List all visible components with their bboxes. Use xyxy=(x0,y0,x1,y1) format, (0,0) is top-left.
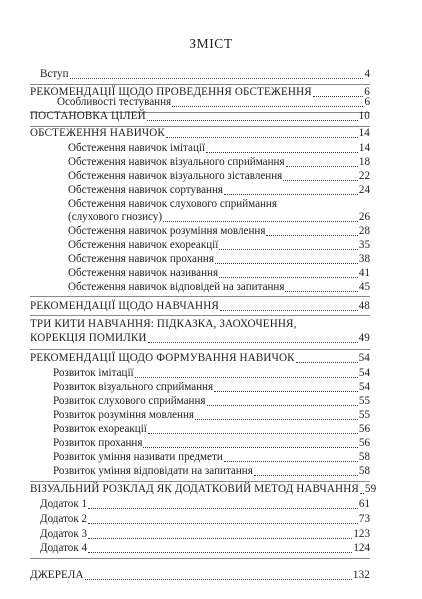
dot-leader xyxy=(214,391,358,392)
toc-entry-label: Обстеження навичок слухового сприймання xyxy=(68,198,277,210)
toc-entry-label: Обстеження навичок візуального зіставлення xyxy=(68,170,283,182)
toc-entry-page: 14 xyxy=(358,142,370,154)
toc-entry xyxy=(53,423,370,436)
toc-entry-label: Особливості тестування xyxy=(57,96,172,108)
toc-entry-label: Додаток 4 xyxy=(40,542,88,554)
toc-entry-page: 22 xyxy=(358,170,370,182)
toc-entry-label: Додаток 1 xyxy=(40,498,88,510)
dot-leader xyxy=(206,152,358,153)
toc-entry xyxy=(30,332,370,345)
toc-entry xyxy=(68,225,370,238)
toc-entry-page: 6 xyxy=(364,86,370,98)
dot-leader xyxy=(219,249,358,250)
toc-entry xyxy=(57,96,370,109)
toc-entry-page: 14 xyxy=(358,127,370,139)
dot-leader xyxy=(147,120,358,121)
toc-entry-line1 xyxy=(30,318,370,331)
page-title: ЗМІСТ xyxy=(189,36,233,51)
toc-entry-label: ПОСТАНОВКА ЦІЛЕЙ xyxy=(30,110,146,122)
toc-entry-label: Додаток 2 xyxy=(40,513,88,525)
toc-entry-label: РЕКОМЕНДАЦІЇ ЩОДО НАВЧАННЯ xyxy=(30,300,219,312)
toc-entry-page: 6 xyxy=(364,96,370,108)
dot-leader xyxy=(254,475,358,476)
toc-entry-label: ОБСТЕЖЕННЯ НАВИЧОК xyxy=(30,127,165,139)
toc-entry-page: 55 xyxy=(358,395,370,407)
toc-entry-label: Розвиток ехореакції xyxy=(53,423,147,435)
toc-entry-page: 38 xyxy=(358,253,370,265)
toc-entry-label: Розвиток слухового сприймання xyxy=(53,395,206,407)
dot-leader xyxy=(266,235,357,236)
toc-entry-page: 26 xyxy=(358,211,370,223)
toc-entry xyxy=(68,184,370,197)
toc-entry-page: 54 xyxy=(358,367,370,379)
dot-leader xyxy=(85,579,352,580)
toc-entry xyxy=(53,437,370,450)
toc-entry-label: ТРИ КИТИ НАВЧАННЯ: ПІДКАЗКА, ЗАОХОЧЕННЯ, xyxy=(30,318,297,330)
toc-entry xyxy=(40,513,370,526)
dot-leader xyxy=(172,106,363,107)
toc-entry-page: 73 xyxy=(358,513,370,525)
toc-entry-page: 123 xyxy=(353,528,370,540)
dot-leader xyxy=(224,461,358,462)
toc-entry-page: 10 xyxy=(358,110,370,122)
toc-entry xyxy=(68,156,370,169)
toc-entry-label: РЕКОМЕНДАЦІЇ ЩОДО ПРОВЕДЕННЯ ОБСТЕЖЕННЯ xyxy=(30,86,312,98)
toc-entry-page: 35 xyxy=(358,239,370,251)
dot-leader xyxy=(88,538,352,539)
toc-entry-page: 41 xyxy=(358,267,370,279)
toc-entry-page: 56 xyxy=(358,437,370,449)
toc-entry-label: ВІЗУАЛЬНИЙ РОЗКЛАД ЯК ДОДАТКОВИЙ МЕТОД НАВЧАННЯ xyxy=(30,483,359,495)
toc-entry xyxy=(68,281,370,294)
toc-entry-label: Розвиток прохання xyxy=(53,437,143,449)
toc-entry-label: Обстеження навичок називання xyxy=(68,267,219,279)
toc-entry-label: Розвиток уміння відповідати на запитання xyxy=(53,465,253,477)
toc-entry-page: 58 xyxy=(358,465,370,477)
toc-entry-page: 18 xyxy=(358,156,370,168)
toc-entry xyxy=(30,483,377,496)
divider xyxy=(30,84,370,85)
toc-entry-page: 55 xyxy=(358,409,370,421)
dot-leader xyxy=(285,291,357,292)
toc-entry-page: 48 xyxy=(358,300,370,312)
toc-entry xyxy=(40,68,370,81)
toc-entry-label: ДЖЕРЕЛА xyxy=(30,569,84,581)
dot-leader xyxy=(88,508,358,509)
dot-leader xyxy=(166,137,358,138)
toc-entry-label: Розвиток імітації xyxy=(53,367,134,379)
toc-entry-page: 28 xyxy=(358,225,370,237)
toc-entry xyxy=(30,110,370,123)
divider xyxy=(30,315,370,316)
toc-entry-label: Розвиток візуального сприймання xyxy=(53,381,214,393)
toc-entry-label: Розвиток уміння називати предмети xyxy=(53,451,223,463)
dot-leader xyxy=(207,405,358,406)
dot-leader xyxy=(296,362,358,363)
toc-entry xyxy=(53,409,370,422)
toc-entry xyxy=(53,367,370,380)
toc-entry-page: 24 xyxy=(358,184,370,196)
toc-entry xyxy=(40,498,370,511)
toc-entry-label: Обстеження навичок імітації xyxy=(68,142,206,154)
toc-entry-page: 132 xyxy=(352,569,370,581)
toc-entry-page: 59 xyxy=(364,483,377,495)
toc-entry-label: Розвиток розуміння мовлення xyxy=(53,409,195,421)
toc-entry-label: Обстеження навичок відповідей на запитання xyxy=(68,281,285,293)
divider xyxy=(30,481,370,482)
dot-leader xyxy=(148,433,358,434)
dot-leader xyxy=(224,194,358,195)
dot-leader xyxy=(70,78,364,79)
toc-entry-page: 61 xyxy=(358,498,370,510)
dot-leader xyxy=(283,180,358,181)
dot-leader xyxy=(215,263,358,264)
divider xyxy=(30,296,370,297)
toc-entry xyxy=(68,253,370,266)
toc-entry-label: Обстеження навичок розуміння мовлення xyxy=(68,225,266,237)
dot-leader xyxy=(286,166,358,167)
dot-leader xyxy=(88,523,358,524)
toc-entry xyxy=(68,239,370,252)
dot-leader xyxy=(220,310,358,311)
toc-entry xyxy=(68,267,370,280)
toc-entry-page: 58 xyxy=(358,451,370,463)
divider xyxy=(30,558,370,559)
dot-leader xyxy=(143,447,357,448)
toc-entry xyxy=(30,569,370,582)
toc-entry xyxy=(40,542,370,555)
toc-entry-label: Обстеження навичок прохання xyxy=(68,253,214,265)
dot-leader xyxy=(195,419,358,420)
toc-entry-page: 49 xyxy=(358,332,370,344)
toc-entry xyxy=(53,395,370,408)
toc-entry-page: 124 xyxy=(353,542,370,554)
toc-entry-page: 56 xyxy=(358,423,370,435)
toc-entry xyxy=(68,142,370,155)
toc-entry-page: 45 xyxy=(358,281,370,293)
toc-entry-label: КОРЕКЦІЯ ПОМИЛКИ xyxy=(30,332,147,344)
toc-entry-label: Обстеження навичок ехореакції xyxy=(68,239,219,251)
toc-entry xyxy=(68,211,370,224)
dot-leader xyxy=(148,342,358,343)
divider xyxy=(30,349,370,350)
toc-entry-line1 xyxy=(68,198,370,211)
dot-leader xyxy=(88,552,352,553)
dot-leader xyxy=(219,277,358,278)
dot-leader xyxy=(135,377,358,378)
toc-entry xyxy=(53,465,370,478)
toc-entry-label: Обстеження навичок візуального сприймання xyxy=(68,156,285,168)
toc-entry xyxy=(68,170,370,183)
dot-leader xyxy=(163,221,358,222)
toc-entry xyxy=(30,300,370,313)
toc-entry-page: 54 xyxy=(358,352,370,364)
toc-entry xyxy=(40,528,370,541)
dot-leader xyxy=(360,493,364,494)
toc-entry-label: РЕКОМЕНДАЦІЇ ЩОДО ФОРМУВАННЯ НАВИЧОК xyxy=(30,352,295,364)
toc-entry xyxy=(53,381,370,394)
toc-entry xyxy=(30,127,370,140)
toc-entry-page: 54 xyxy=(358,381,370,393)
toc-entry xyxy=(30,352,370,365)
toc-entry-label: Вступ xyxy=(40,68,69,80)
toc-entry xyxy=(53,451,370,464)
toc-entry-page: 4 xyxy=(364,68,370,80)
toc-entry-label: Додаток 3 xyxy=(40,528,88,540)
toc-entry-label: Обстеження навичок сортування xyxy=(68,184,223,196)
toc-entry-label: (слухового гнозису) xyxy=(68,211,163,223)
